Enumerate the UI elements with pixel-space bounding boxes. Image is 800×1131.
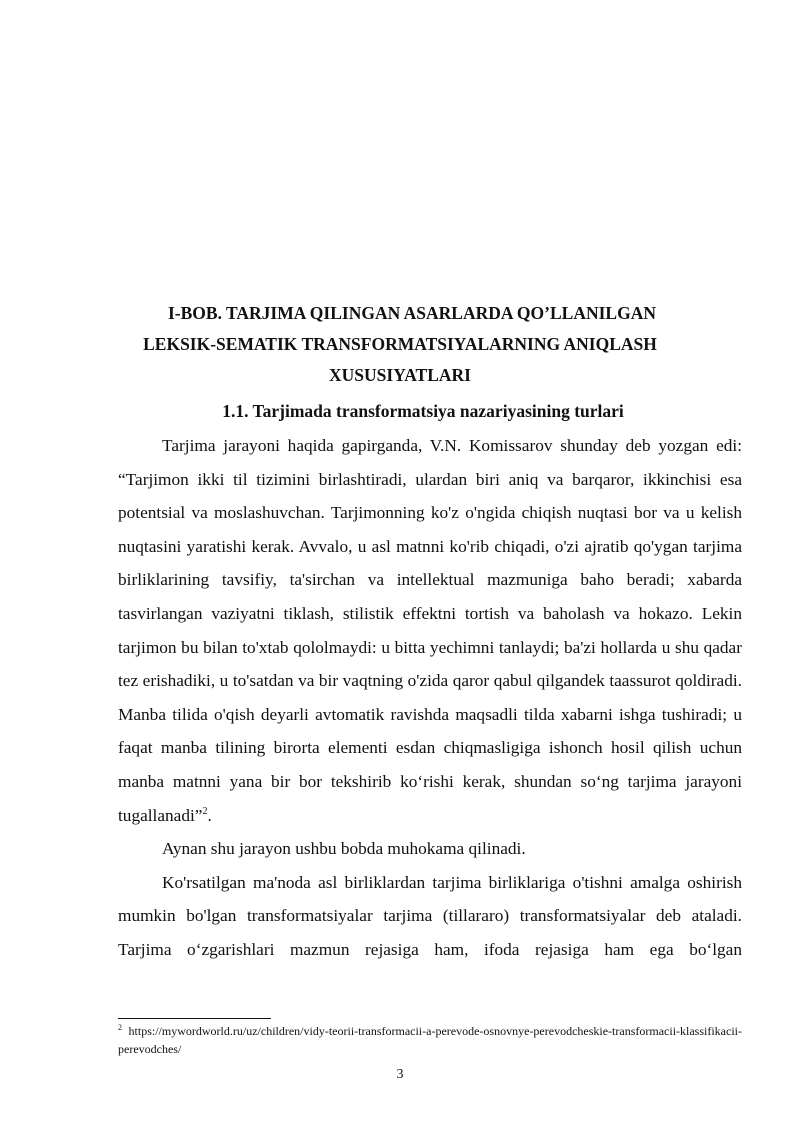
section-title: 1.1. Tarjimada transformatsiya nazariyasining turlari xyxy=(222,401,624,421)
chapter-title-line-3: XUSUSIYATLARI xyxy=(329,365,471,385)
footnote xyxy=(118,1022,742,1058)
chapter-title-line-2: LEKSIK-SEMATIK TRANSFORMATSIYALARNING ANIQLASH xyxy=(143,334,657,354)
chapter-title-line-1: I-BOB. TARJIMA QILINGAN ASARLARDA QO’LLANILGAN xyxy=(168,303,656,323)
page-number: 3 xyxy=(396,1067,404,1082)
paragraph-3: Ko'rsatilgan ma'noda asl birliklardan tarjima birliklariga o'tishni amalga oshirish mumkin bo'lgan transformatsiyalar tarjima (tillararo) transformatsiyalar deb ataladi. Tarjima o‘zgarishlari mazmun rejasiga ham, ifoda rejasiga ham ega bo‘lgan xyxy=(118,872,742,959)
footnote-separator xyxy=(118,1018,271,1019)
paragraph-2: Aynan shu jarayon ushbu bobda muhokama qilinadi. xyxy=(162,839,526,859)
paragraph-1-end: . xyxy=(207,805,212,825)
paragraph-1-text: Tarjima jarayoni haqida gapirganda, V.N. Komissarov shunday deb yozgan edi: “Tarjimon ikki til tizimini birlashtiradi, ulardan biri aniq va barqaror, ikkinchisi esa potentsial va moslashuvchan. Tarjimonning ko'z o'ngida chiqish nuqtasi bor va u kelish nuqtasini yaratishi kerak. Avvalo, u asl matnni ko'rib chiqadi, o'zi ajratib qo'ygan tarjima birliklarining tavsifiy, ta'sirchan va intellektual mazmuniga baho beradi; xabarda tasvirlangan vaziyatni tiklash, stilistik effektni tortish va baholash va hokazo. Lekin tarjimon bu bilan to'xtab qololmaydi: u bitta yechimni tanlaydi; ba'zi hollarda u shu qadar tez erishadiki, u to'satdan va bir vaqtning o'zida qaror qabul qilgandek taassurot qoldiradi. Manba tilida o'qish deyarli avtomatik ravishda maqsadli tilda xabarni ishga tushiradi; u faqat manba tilining birorta elementi esdan chiqmasligiga ishonch hosil qilish uchun manba matnni yana bir bor tekshirib ko‘rishi kerak, shundan so‘ng tarjima jarayoni tugallanadi” xyxy=(118,436,742,825)
body-text xyxy=(118,429,742,967)
footnote-link[interactable]: https://mywordworld.ru/uz/children/vidy-teorii-transformacii-a-perevode-osnovnye-perevodcheskie-transformacii-klassifikacii-perevodches/ xyxy=(118,1024,742,1056)
footnote-reference[interactable]: 2 xyxy=(202,805,208,817)
paragraph-1 xyxy=(118,429,742,832)
footnote-marker: 2 xyxy=(118,1023,122,1032)
chapter-title xyxy=(110,298,690,391)
